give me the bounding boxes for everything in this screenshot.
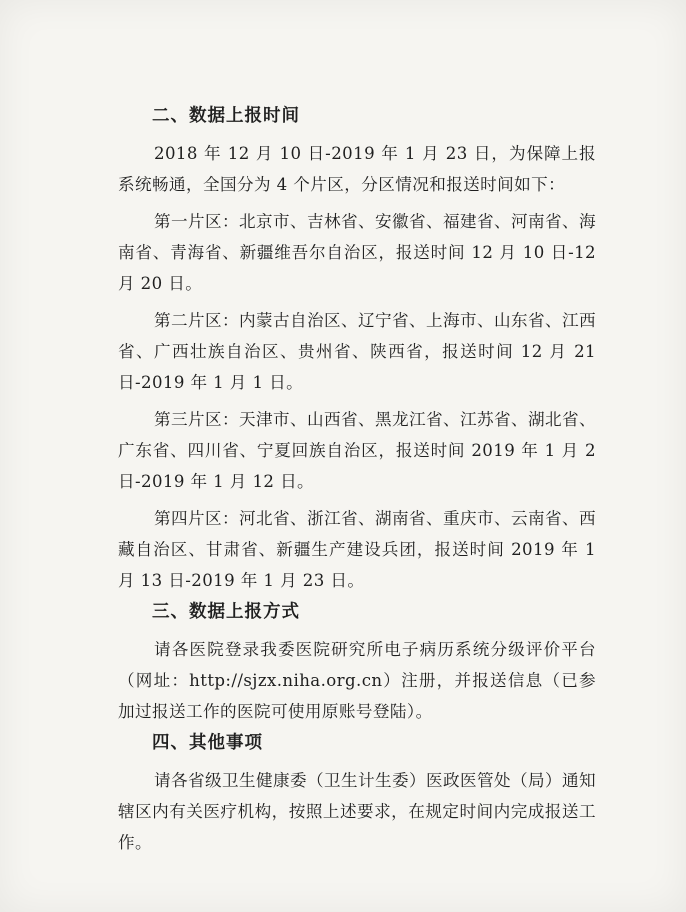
- section-heading-report-time: 二、数据上报时间: [152, 106, 300, 126]
- paragraph-region-1: 第一片区：北京市、吉林省、安徽省、福建省、河南省、海南省、青海省、新疆维吾尔自治区，报送时间 12 月 10 日-12 月 20 日。: [118, 212, 596, 293]
- section-heading-report-method: 三、数据上报方式: [152, 602, 300, 622]
- paragraph-region-3: 第三片区：天津市、山西省、黑龙江省、江苏省、湖北省、广东省、四川省、宁夏回族自治区，报送时间 2019 年 1 月 2 日-2019 年 1 月 12 日。: [118, 410, 596, 491]
- document-body: [118, 100, 596, 858]
- paragraph-region-4: 第四片区：河北省、浙江省、湖南省、重庆市、云南省、西藏自治区、甘肃省、新疆生产建设兵团，报送时间 2019 年 1 月 13 日-2019 年 1 月 23 日。: [118, 509, 596, 590]
- section-heading-other-matters: 四、其他事项: [152, 733, 263, 753]
- paragraph-report-method: 请各医院登录我委医院研究所电子病历系统分级评价平台（网址：http://sjzx.niha.org.cn）注册，并报送信息（已参加过报送工作的医院可使用原账号登陆）。: [118, 640, 596, 721]
- paragraph-other-matters: 请各省级卫生健康委（卫生计生委）医政医管处（局）通知辖区内有关医疗机构，按照上述要求，在规定时间内完成报送工作。: [118, 771, 596, 852]
- paragraph-report-period: 2018 年 12 月 10 日-2019 年 1 月 23 日，为保障上报系统畅通，全国分为 4 个片区，分区情况和报送时间如下：: [118, 144, 596, 194]
- paragraph-region-2: 第二片区：内蒙古自治区、辽宁省、上海市、山东省、江西省、广西壮族自治区、贵州省、陕西省，报送时间 12 月 21 日-2019 年 1 月 1 日。: [118, 311, 596, 392]
